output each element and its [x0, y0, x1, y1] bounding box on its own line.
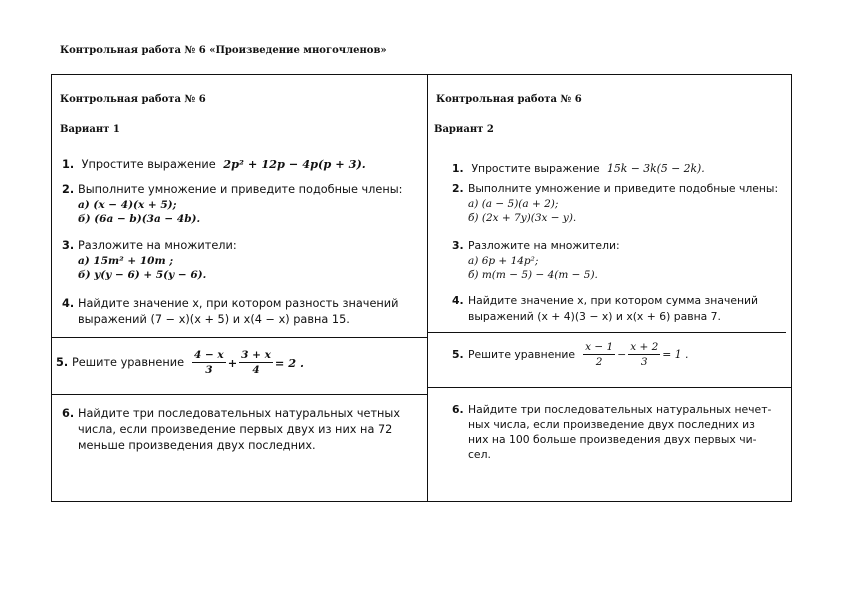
- task-number: 3.: [452, 239, 464, 252]
- task-number: 4.: [452, 294, 464, 307]
- operator: −: [617, 347, 627, 361]
- task-text-line: Найдите значение x, при котором разность значений: [78, 297, 399, 310]
- variant-1-column: [51, 74, 427, 502]
- numerator: x − 1: [585, 341, 614, 353]
- denominator: 2: [595, 356, 603, 368]
- task-1: [452, 161, 705, 177]
- task-text-line: сел.: [468, 448, 491, 461]
- task-text: Выполните умножение и приведите подобные члены:: [468, 182, 779, 195]
- task-6: [452, 402, 771, 462]
- fraction-1: [192, 348, 226, 377]
- subtask-b: б) (2x + 7y)(3x − y).: [468, 212, 577, 224]
- task-number: 2.: [62, 183, 75, 196]
- task-2: [62, 182, 402, 226]
- variant-label: Вариант 1: [60, 124, 120, 135]
- section-separator: [428, 387, 792, 388]
- task-expression: 15k − 3k(5 − 2k).: [607, 162, 705, 175]
- numerator: 4 − x: [194, 349, 224, 361]
- task-text-line: выражений (x + 4)(3 − x) и x(x + 6) равна 7.: [468, 310, 721, 323]
- denominator: 3: [205, 364, 213, 376]
- task-text-line: них на 100 больше произведения двух первых чи-: [468, 433, 757, 446]
- task-number: 3.: [62, 239, 75, 252]
- task-text: Разложите на множители:: [468, 239, 620, 252]
- subtask-b: б) m(m − 5) − 4(m − 5).: [468, 269, 598, 281]
- denominator: 4: [252, 364, 260, 376]
- task-text-line: Найдите значение x, при котором сумма значений: [468, 294, 759, 307]
- task-text-line: числа, если произведение первых двух из них на 72: [78, 423, 393, 436]
- task-4: [62, 296, 398, 328]
- fraction-2: [239, 348, 273, 377]
- task-text: Решите уравнение: [468, 347, 576, 361]
- equation-rhs: = 1 .: [662, 347, 689, 361]
- numerator: x + 2: [630, 341, 659, 353]
- task-text: Выполните умножение и приведите подобные члены:: [78, 183, 403, 196]
- subtask-b: б) y(y − 6) + 5(y − 6).: [78, 269, 207, 281]
- test-title: Контрольная работа № 6: [436, 94, 582, 105]
- task-1: [62, 156, 366, 173]
- subtask-b: б) (6a − b)(3a − 4b).: [78, 213, 201, 225]
- task-2: [452, 181, 778, 225]
- task-text: Упростите выражение: [81, 158, 216, 171]
- task-6: [62, 406, 400, 454]
- document-title: Контрольная работа № 6 «Произведение многочленов»: [60, 45, 387, 56]
- task-number: 1.: [62, 158, 75, 171]
- subtask-a: а) 6p + 14p²;: [468, 255, 539, 267]
- subtask-a: а) (a − 5)(a + 2);: [468, 198, 559, 210]
- operator: +: [227, 355, 238, 370]
- section-separator: [51, 337, 427, 338]
- subtask-a: а) 15m² + 10m ;: [78, 255, 174, 267]
- fraction-2: [628, 340, 660, 369]
- task-number: 5.: [56, 355, 69, 369]
- section-separator: [428, 332, 786, 333]
- task-3: [452, 238, 620, 282]
- section-separator: [51, 394, 427, 395]
- task-text-line: ных числа, если произведение двух последних из: [468, 418, 755, 431]
- task-text: Решите уравнение: [72, 355, 185, 369]
- task-text-line: меньше произведения двух последних.: [78, 439, 316, 452]
- test-title: Контрольная работа № 6: [60, 94, 206, 105]
- denominator: 3: [640, 356, 648, 368]
- task-text: Разложите на множители:: [78, 239, 237, 252]
- task-number: 2.: [452, 182, 464, 195]
- task-number: 6.: [62, 407, 75, 420]
- task-text-line: Найдите три последовательных натуральных четных: [78, 407, 401, 420]
- equation-rhs: = 2 .: [274, 355, 304, 370]
- fraction-1: [583, 340, 615, 369]
- numerator: 3 + x: [241, 349, 271, 361]
- task-number: 4.: [62, 297, 75, 310]
- subtask-a: а) (x − 4)(x + 5);: [78, 199, 177, 211]
- variant-2-column: [428, 74, 792, 502]
- task-5: [56, 348, 304, 377]
- task-number: 5.: [452, 347, 464, 361]
- variant-label: Вариант 2: [434, 124, 494, 135]
- task-expression: 2p² + 12p − 4p(p + 3).: [223, 157, 366, 171]
- task-number: 6.: [452, 403, 464, 416]
- task-text-line: Найдите три последовательных натуральных нечет-: [468, 403, 772, 416]
- task-4: [452, 293, 758, 325]
- task-text: Упростите выражение: [471, 162, 600, 175]
- task-text-line: выражений (7 − x)(x + 5) и x(4 − x) равна 15.: [78, 313, 350, 326]
- task-3: [62, 238, 237, 282]
- task-5: [452, 340, 688, 369]
- task-number: 1.: [452, 162, 464, 175]
